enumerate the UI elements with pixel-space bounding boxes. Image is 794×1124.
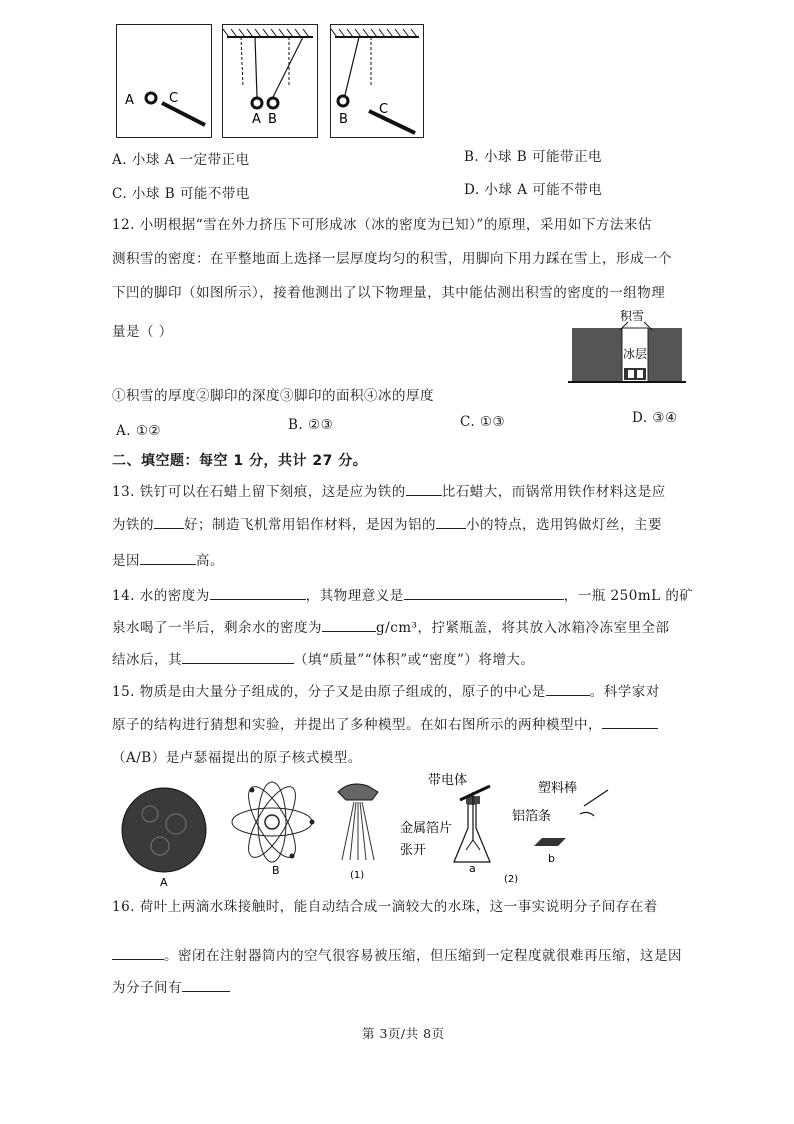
q11-option-b: B. 小球 B 可能带正电 xyxy=(464,149,603,165)
label-fig-1: (1) xyxy=(350,870,365,881)
q14-text-2b: g/cm³，拧紧瓶盖，将其放入冰箱冷冻室里全部 xyxy=(376,620,670,636)
ball-b xyxy=(268,98,278,108)
q13-line-1 xyxy=(112,480,666,500)
q13-blank-1[interactable] xyxy=(406,481,442,496)
q14-text-1b: ，其物理意义是 xyxy=(305,588,404,604)
q13-blank-4[interactable] xyxy=(140,550,196,565)
label-model-a: A xyxy=(160,876,168,889)
q13-text-3a: 是因 xyxy=(112,553,140,569)
q14-text-3a: 结冰后，其 xyxy=(112,652,182,668)
q11-figure-3-drawing xyxy=(331,25,423,137)
q14-line-3 xyxy=(112,648,534,668)
q12-footprint-figure xyxy=(568,306,686,386)
q11-figure-3 xyxy=(330,24,424,138)
q11-option-a: A. 小球 A 一定带正电 xyxy=(112,152,250,168)
ball-a xyxy=(252,98,262,108)
q15-text-1a: 15. 物质是由大量分子组成的，分子又是由原子组成的，原子的中心是 xyxy=(112,684,546,700)
rod-c xyxy=(162,103,205,125)
q13-line-2 xyxy=(112,513,662,533)
q16-blank-2[interactable] xyxy=(182,977,230,992)
q11-figure-2-drawing xyxy=(223,25,317,137)
q13-text-2b: 好；制造飞机常用铝作材料，是因为铝的 xyxy=(184,517,436,533)
label-a: A xyxy=(252,112,261,127)
q15-line-2 xyxy=(112,713,658,733)
rod-c xyxy=(369,111,415,133)
q16-line-3 xyxy=(112,976,230,996)
label-charged-body: 带电体 xyxy=(428,773,468,788)
page-footer: 第 3页/共 8页 xyxy=(362,1026,445,1041)
q16-line-2 xyxy=(112,944,682,964)
ball-b xyxy=(338,96,348,106)
q15-text-2a: 原子的结构进行猜想和实验，并提出了多种模型。在如右图所示的两种模型中， xyxy=(112,717,602,733)
label-b-small: b xyxy=(548,852,555,865)
section-title: 二、填空题：每空 1 分，共计 27 分。 xyxy=(112,453,368,469)
q15-blank-2[interactable] xyxy=(602,714,658,729)
q13-text-1a: 13. 铁钉可以在石蜡上留下刻痕，这是应为铁的 xyxy=(112,484,406,500)
label-model-b: B xyxy=(272,864,280,877)
q12-option-c: C. ①③ xyxy=(460,414,506,430)
q16-text-2: 。密闭在注射器筒内的空气很容易被压缩，但压缩到一定程度就很难再压缩，这是因 xyxy=(164,948,682,964)
q14-blank-2[interactable] xyxy=(404,585,564,600)
q12-footprint-drawing xyxy=(568,306,686,386)
q14-blank-1[interactable] xyxy=(210,585,306,600)
label-c: C xyxy=(379,102,389,117)
q12-line-3: 下凹的脚印（如图所示），接着他测出了以下物理量，其中能估测出积雪的密度的一组物理 xyxy=(112,285,666,301)
label-b: B xyxy=(339,112,348,127)
q11-option-c: C. 小球 B 可能不带电 xyxy=(112,186,250,202)
q14-blank-4[interactable] xyxy=(182,649,294,664)
q15-line-1 xyxy=(112,680,660,700)
q14-line-1 xyxy=(112,584,693,604)
q15-line-3: （A/B）是卢瑟福提出的原子核式模型。 xyxy=(112,750,362,766)
q11-figure-1-drawing xyxy=(117,25,211,137)
q14-blank-3[interactable] xyxy=(322,617,376,632)
q12-items: ①积雪的厚度②脚印的深度③脚印的面积④冰的厚度 xyxy=(112,388,434,404)
label-spread: 张开 xyxy=(400,843,427,858)
q12-line-4: 量是（ ） xyxy=(112,324,173,340)
q13-blank-3[interactable] xyxy=(436,514,466,529)
label-metal-foil: 金属箔片 xyxy=(400,821,453,836)
q14-text-1a: 14. 水的密度为 xyxy=(112,588,210,604)
q14-text-1c: ，一瓶 250mL 的矿 xyxy=(563,588,694,604)
q12-option-b: B. ②③ xyxy=(288,417,334,433)
label-b: B xyxy=(268,112,277,127)
q14-text-3b: （填“质量”“体积”或“密度”）将增大。 xyxy=(294,652,535,668)
q11-figure-1 xyxy=(116,24,212,138)
q15-text-1b: 。科学家对 xyxy=(589,684,660,700)
q14-text-2a: 泉水喝了一半后，剩余水的密度为 xyxy=(112,620,322,636)
q12-option-a: A. ①② xyxy=(116,423,162,439)
q14-line-2 xyxy=(112,616,669,636)
model-a-atom xyxy=(122,788,206,872)
ball-a xyxy=(146,93,156,103)
q12-option-d: D. ③④ xyxy=(632,410,678,426)
label-a: A xyxy=(125,93,134,108)
label-al-foil: 铝箔条 xyxy=(512,809,552,824)
q15-figures xyxy=(116,770,636,890)
label-plastic-rod: 塑料棒 xyxy=(538,781,578,796)
label-ice: 冰层 xyxy=(623,347,648,361)
label-snow: 积雪 xyxy=(620,309,645,323)
q11-option-d: D. 小球 A 可能不带电 xyxy=(464,182,603,198)
q15-blank-1[interactable] xyxy=(546,681,590,696)
q16-line-1: 16. 荷叶上两滴水珠接触时，能自动结合成一滴较大的水珠，这一事实说明分子间存在着 xyxy=(112,899,658,915)
q12-line-1: 12. 小明根据“雪在外力挤压下可形成冰（冰的密度为已知）”的原理，采用如下方法来估 xyxy=(112,217,652,233)
q13-text-2a: 为铁的 xyxy=(112,517,154,533)
label-c: C xyxy=(169,91,179,106)
q16-blank-1[interactable] xyxy=(112,945,164,960)
q13-line-3 xyxy=(112,549,224,569)
q13-blank-2[interactable] xyxy=(154,514,184,529)
label-fig-2: (2) xyxy=(504,874,519,885)
label-a-small: a xyxy=(469,862,476,875)
q13-text-1b: 比石蜡大，而锅常用铁作材料这是应 xyxy=(441,484,666,500)
q12-line-2: 测积雪的密度：在平整地面上选择一层厚度均匀的积雪，用脚向下用力踩在雪上，形成一个 xyxy=(112,251,672,267)
q13-text-2c: 小的特点，选用钨做灯丝，主要 xyxy=(466,517,662,533)
q16-text-3: 为分子间有 xyxy=(112,980,182,996)
q15-figures-drawing xyxy=(116,770,636,890)
q13-text-3b: 高。 xyxy=(196,553,224,569)
q11-figure-2 xyxy=(222,24,318,138)
